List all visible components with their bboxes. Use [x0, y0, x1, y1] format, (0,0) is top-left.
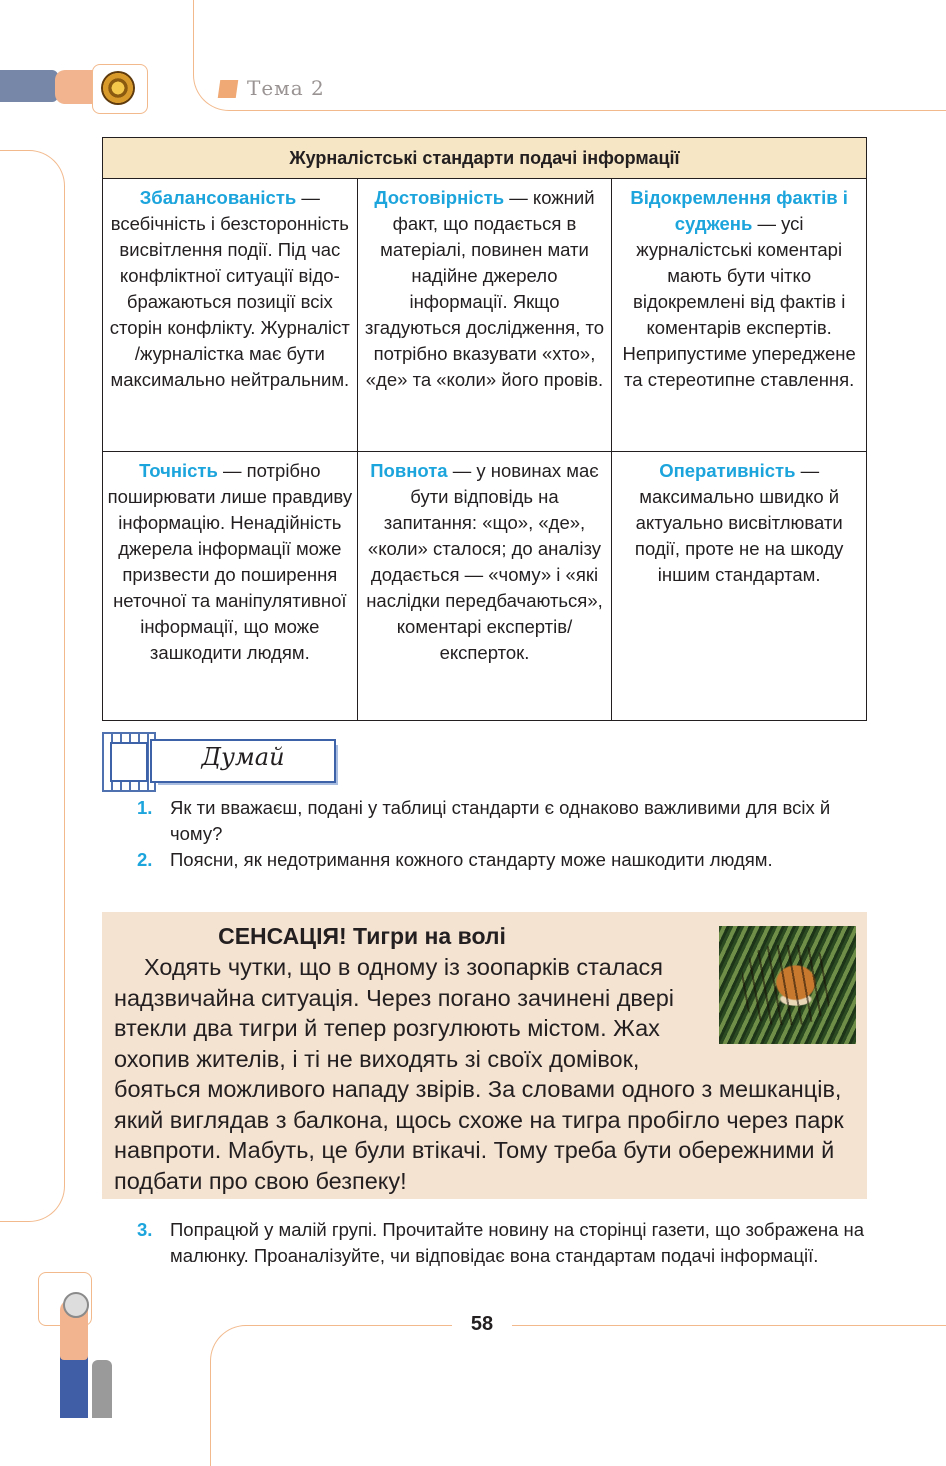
hand-with-coin-icon — [101, 71, 135, 105]
question-text: Попрацюй у малій групі. Прочитайте новину на сторінці газети, що зображена на малюнку. Проаналізуйте, чи відповідає вона стандартам подачі інформації. — [170, 1219, 865, 1266]
standards-table — [102, 137, 867, 721]
question-text: Поясни, як недотримання кожного стандарту може нашкодити людям. — [170, 849, 773, 870]
question-number: 1. — [137, 797, 153, 818]
standard-description: — усі журналістські коментарі мають бути чітко відокремлені від фактів і коментарів експертів. Неприпустиме упереджене та стереотипне ставлення. — [622, 213, 856, 390]
standard-keyword: Повнота — [370, 460, 448, 481]
maze-icon-inner — [110, 742, 148, 782]
news-text: Ходять чутки, що в одному із зоопарків сталася надзвичайна ситуація. Через погано зачинені двері втекли два тигри й тепер розгулюють містом. Жах охопив жителів, і ті не виходять зі своїх домівок, бояться можливого нападу звірів. За словами одного з мешканців, який виглядав з балкона, щось схоже на тигра пробігло через парк навпроти. Мабуть, це були втікачі. Тому треба бути обережними й подбати про свою безпеку! — [114, 954, 844, 1194]
table-cell — [612, 179, 867, 452]
decorative-curve-bottom — [210, 1325, 946, 1466]
standard-description: — у новинах має бути відповідь на запитання: «що», «де», «коли» сталося; до аналізу додається — «чому» і «які наслідки передбачаються», коментарі експертів/ експерток. — [366, 460, 603, 663]
topic-label: Тема 2 — [247, 76, 325, 100]
question-number: 3. — [137, 1219, 153, 1240]
coin-icon — [63, 1292, 89, 1318]
sleeve-decoration — [0, 70, 58, 102]
standard-keyword: Точність — [139, 460, 218, 481]
standard-description: — всебічність і безсторонність висвітлення події. Під час конфліктної ситуації відображаються позиції всіх сторін конфлікту. Журналіст /журналістка має бути максимально нейтральним. — [109, 187, 350, 390]
question-number: 2. — [137, 849, 153, 870]
sleeve-decoration — [60, 1355, 88, 1418]
question-item — [137, 795, 877, 847]
decorative-curve-left — [0, 150, 65, 1222]
robot-hand-decoration — [92, 1360, 112, 1418]
standard-keyword: Достовірність — [374, 187, 505, 208]
table-cell — [103, 452, 358, 721]
standard-keyword: Оперативність — [659, 460, 796, 481]
standard-keyword: Збалансованість — [139, 187, 297, 208]
news-headline: СЕНСАЦІЯ! Тигри на волі — [218, 923, 506, 949]
question-item — [137, 1217, 877, 1295]
table-row — [103, 179, 867, 452]
page-number: 58 — [470, 1313, 494, 1335]
table-row — [103, 452, 867, 721]
table-cell — [357, 452, 612, 721]
topic-marker — [218, 80, 239, 98]
news-body — [114, 952, 862, 1196]
table-cell — [612, 452, 867, 721]
table-cell — [357, 179, 612, 452]
table-title: Журналістські стандарти подачі інформації — [103, 138, 867, 179]
table-cell — [103, 179, 358, 452]
question-item — [137, 847, 877, 899]
standard-description: — кожний факт, що подається в матеріалі, повинен мати надійне джерело інформації. Якщо згадуються дослідження, то потрібно вказувати «хто», «де» та «коли» його провів. — [364, 187, 605, 390]
standard-description: — максимально швидко й актуально висвітлювати події, проте не на шкоду іншим стандартам. — [634, 460, 844, 585]
standard-keyword: Відокремлення фактів і суджень — [630, 187, 848, 234]
think-label: Думай — [201, 743, 285, 771]
standard-description: — потрібно поширювати лише правдиву інформацію. Ненадійність джерела інформації може призвести до поширення неточної та маніпулятивної інформації, що може зашкодити людям. — [107, 460, 353, 663]
question-text: Як ти вважаєш, подані у таблиці стандарти є однаково важливими для всіх й чому? — [170, 797, 831, 844]
